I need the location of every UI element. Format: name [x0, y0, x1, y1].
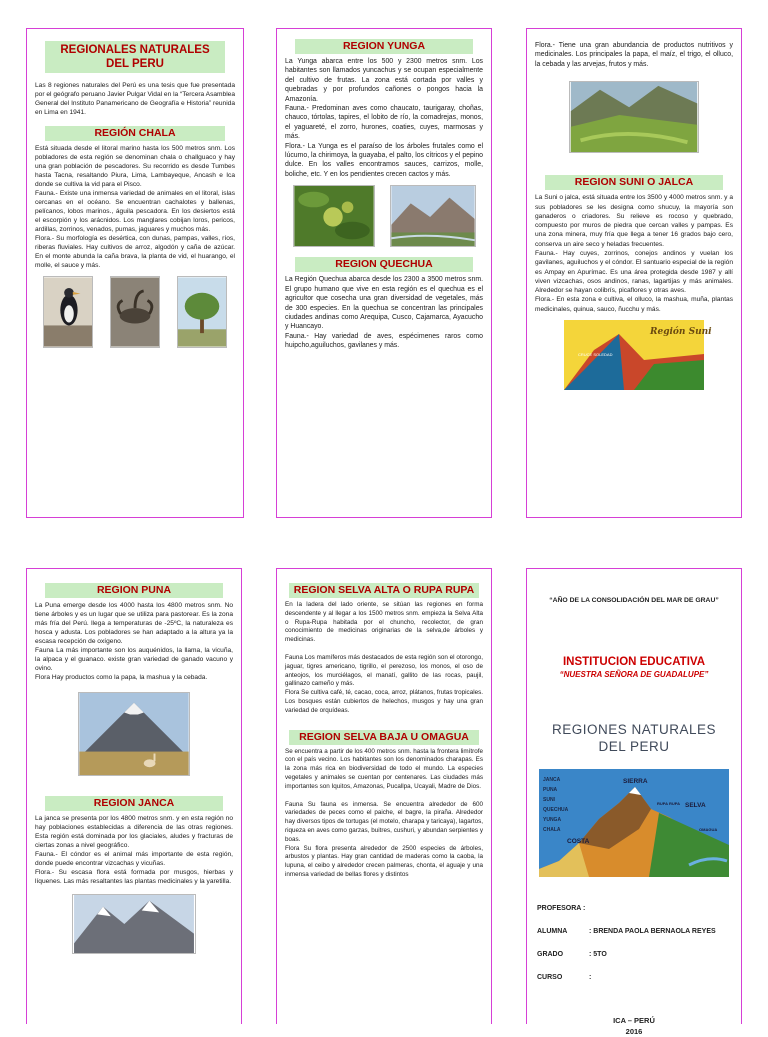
quechua-heading: REGION QUECHUA — [295, 257, 473, 272]
year-label: 2016 — [625, 1027, 643, 1036]
scorpion-photo — [110, 276, 160, 348]
suni-heading: REGION SUNI O JALCA — [545, 175, 723, 190]
puna-photo-row — [35, 692, 233, 776]
panel-regiones-chala — [26, 28, 244, 518]
panel-cover — [526, 568, 742, 1036]
intro-paragraph: Las 8 regiones naturales del Perú es una tesis que fue presentada por el geógrafo peruano Javier Pulgar Vidal en la “Tercera Asamblea General del Instituto Panamericano de Geografía e Historia” reunida en Lima en 1941. — [35, 82, 236, 116]
label-quechua: QUECHUA — [543, 807, 569, 813]
guava-fruit-photo — [293, 185, 375, 247]
panel-yunga-quechua — [276, 28, 492, 518]
suni-photo-row — [535, 320, 733, 390]
selva-baja-fauna: Fauna Su fauna es inmensa. Se encuentra alrededor de 600 variedades de peces como el paiche, el bagre, la piraña. Alrededor hay diversos tipos de tortugas (el motelo, charapa y taricaya), lagartos, riqueza en aves como garzas, buitres, cushuri, y abundan serpientes y boas. — [285, 800, 483, 843]
chala-heading: REGIÓN CHALA — [45, 126, 225, 141]
selva-baja-heading: REGION SELVA BAJA U OMAGUA — [289, 730, 479, 745]
suni-flora: Flora.- En esta zona e cultiva, el olluco, la mashua, muña, plantas medicinales, quinua, sauco, ñucchu y más. — [535, 296, 733, 313]
grado-value: : 5TO — [589, 951, 607, 958]
label-omagua: OMAGUA — [699, 827, 718, 832]
yunga-photos — [285, 185, 483, 247]
year-motto: “AÑO DE LA CONSOLIDACIÓN DEL MAR DE GRAU” — [549, 597, 719, 604]
cover-title-line2: DEL PERU — [598, 739, 670, 754]
label-puna: PUNA — [543, 787, 558, 793]
puna-description: La Puna emerge desde los 4000 hasta los 4800 metros snm. No tiene árboles y es un lugar que se utiliza para pastorear. Es la zona más fría del Perú. llega a temperaturas de -25ºC, la naturaleza es hosca y adusta. Los pobladores se han adaptado a la altura ya la escasa recepción de oxígeno. — [35, 602, 233, 645]
suni-diagram-label: CRUCE SOLEDAD — [578, 352, 613, 358]
puna-text — [35, 601, 233, 682]
quechua-photo-row — [535, 81, 733, 153]
panel-quechua-suni — [526, 28, 742, 518]
yunga-valley-photo — [390, 185, 476, 247]
quechua-fauna: Fauna.- Hay variedad de aves, espécimenes raros como huipcho,aguiluchos, gavilanes y más. — [285, 332, 483, 350]
yunga-text — [285, 57, 483, 179]
school-name: “NUESTRA SEÑORA DE GUADALUPE” — [559, 670, 709, 679]
regions-map-row — [535, 769, 733, 877]
selva-alta-text — [285, 601, 483, 716]
yunga-heading: REGION YUNGA — [295, 39, 473, 54]
label-rupa-rupa: RUPA RUPA — [657, 801, 681, 806]
label-sierra: SIERRA — [623, 778, 648, 785]
chala-flora: Flora.- Su morfología es desértica, con dunas, pampas, valles, ríos, riberas fluviales. Hay cultivos de arroz, algodón y caña de azúcar. En el monte abunda la caña brava, la planta de vid, el huarango, el molle, el sauce y más. — [35, 235, 235, 269]
volcano-llama-photo — [78, 692, 190, 776]
grado-label: GRADO — [537, 951, 564, 958]
selva-alta-description: En la ladera del lado oriente, se sitúan las regiones en forma descendente y al llegar a los 1500 metros snm. empieza la Selva Alta o Rupa-Rupa habitada por el chuncho, recolector, de gran conocimiento de medicinas originarias de la selva,de árboles y medicinas. — [285, 601, 483, 644]
chala-photos — [35, 276, 235, 348]
label-yunga: YUNGA — [543, 817, 562, 823]
suni-description: La Suni o jalca, está situada entre los 3500 y 4000 metros snm. y a sus pobladores se les designa como shucuy, la mayoría son ganaderos o criadores. Su relieve es rocoso y quebrado, compuesto por muros de piedra que cercan valles y pampas. Es una zona minera, muy fría que llega a tener 16 grados bajo cero, conserva un aire seco y heladas frecuentes. — [535, 194, 733, 248]
chala-text — [35, 144, 235, 270]
place-label: ICA – PERÚ — [613, 1016, 655, 1025]
label-selva: SELVA — [685, 802, 706, 809]
label-janca: JANCA — [543, 777, 561, 783]
huarango-tree-photo — [177, 276, 227, 348]
janca-photo-row — [35, 894, 233, 954]
profesora-label: PROFESORA : — [537, 905, 586, 912]
label-suni: SUNI — [543, 797, 555, 803]
puna-fauna: Fauna La más importante son los auquénidos, la llama, la vicuña, la alpaca y el guanaco. existe gran variedad de ganado vacuno y ovino. — [35, 647, 233, 672]
selva-alta-flora: Flora Se cultiva café, té, cacao, coca, arroz, plátanos, frutas tropicales. Los bosques están cubiertos de helechos, musgos y hay una gran variedad de orquídeas. — [285, 689, 483, 714]
cover-footer — [535, 1015, 733, 1037]
profesora-row — [537, 897, 733, 920]
cormorant-photo — [43, 276, 93, 348]
janca-text — [35, 814, 233, 886]
curso-label: CURSO — [537, 974, 563, 981]
quechua-description: La Región Quechua abarca desde los 2300 a 3500 metros snm. El grupo humano que vive en esta región es el quechua es el agricultor que cosecha una gran diversidad de vegetales, más de 300 especies. En la quechua se concentran las principales ciudades andinas como Arequipa, Cusco, Cajamarca, Ayacucho y Huancayo. — [285, 276, 483, 331]
student-info — [537, 897, 733, 989]
panel-puna-janca — [26, 568, 242, 1024]
quechua-flora-text — [535, 41, 733, 69]
alumna-value: : BRENDA PAOLA BERNAOLA REYES — [589, 928, 716, 935]
quechua-text — [285, 275, 483, 350]
cover-title-line1: REGIONES NATURALES — [551, 722, 717, 737]
suni-text — [535, 193, 733, 314]
curso-value: : — [589, 974, 592, 981]
regions-profile-diagram — [539, 769, 729, 877]
main-title: REGIONALES NATURALES DEL PERU — [45, 41, 225, 73]
cover-title — [535, 721, 733, 755]
label-chala: CHALA — [543, 827, 561, 833]
selva-baja-description: Se encuentra a partir de los 400 metros snm. hasta la frontera limítrofe con el país vecino. Los habitantes son los denominados charapas. Es la zona más rica en biodiversidad de todo el mundo. La especies vegetales y animales se cuentan por centenares. Las ciudades más importantes son Iquitos, Amazonas, Pucallpa, Ucayali, Madre de Dios. — [285, 747, 483, 790]
yunga-description: La Yunga abarca entre los 500 y 2300 metros snm. Los habitantes son llamados yuncachus y se ocupan especialmente del cultivo de frutas. La zona está cortada por valles y quebradas y por profundos cañones o pongos hacia la Amazonía. — [285, 58, 483, 103]
panel-selva — [276, 568, 492, 1024]
puna-flora: Flora Hay productos como la papa, la mashua y la cebada. — [35, 674, 208, 681]
selva-alta-fauna: Fauna Los mamíferos más destacados de esta región son el otorongo, jaguar, tigres americano, tigrillo, el perezoso, los monos, el oso de anteojos, los murciélagos, el manatí, gallito de las rocas, paujil, gallinazo cameño y más. — [285, 653, 483, 688]
curso-row — [537, 966, 733, 989]
label-costa: COSTA — [567, 838, 590, 845]
snow-peak-photo — [72, 894, 196, 954]
suni-diagram-title: Región Suni — [650, 327, 712, 338]
quechua-flora: Flora.- Tiene una gran abundancia de productos nutritivos y medicinales. Los principales la papa, el maíz, el trigo, el olluco, la cebada y las arvejas, frutos y más. — [535, 42, 733, 68]
school-label: INSTITUCION EDUCATIVA — [562, 656, 706, 668]
yunga-fauna: Fauna.- Predominan aves como chaucato, taurigaray, choñas, chauco, tórtolas, tapires, el lobito de río, la comadrejas, monos, el yaguareté, el zorro, hurones, coaties, cuyes, marmosas y más. — [285, 105, 483, 141]
grado-row — [537, 943, 733, 966]
alumna-row — [537, 920, 733, 943]
intro-text — [35, 81, 235, 117]
janca-description: La janca se presenta por los 4800 metros snm. y en esta región no hay poblaciones establecidas a diferencia de las otras regiones. Esta región está dominada por los glaciales, aludes y fracturas de ciertas zonas a nivel geográfico. — [35, 815, 233, 849]
yunga-flora: Flora.- La Yunga es el paraíso de los árboles frutales como el lúcumo, la chirimoya, la guayaba, el palto, los cítricos y el pepino dulce. En los valles encontramos sauces, carrizos, molle, boliche, etc. Y en los pendientes crecen cactos y más. — [285, 142, 484, 178]
andean-valley-photo — [569, 81, 699, 153]
chala-description: Está situada desde el litoral marino hasta los 500 metros snm. Los pobladores de esta región se denominan chala o challguaco y hay una gran población de pescadores. Su recorrido es desde Tumbes hasta Tacna, resaltando Piura, Lima, Lambayeque, Ancash e Ica donde se cultiva la vid para el Pisco. — [35, 145, 235, 188]
puna-heading: REGION PUNA — [45, 583, 223, 598]
janca-flora: Flora.- Su escasa flora está formada por musgos, hierbas y líquenes. Las más resaltantes las plantas medicinales y la yaretilla. — [35, 869, 233, 885]
selva-alta-heading: REGION SELVA ALTA O RUPA RUPA — [289, 583, 479, 598]
selva-baja-text — [285, 748, 483, 880]
selva-baja-flora: Flora Su flora presenta alrededor de 2500 especies de árboles, arbustos y plantas. Hay gran cantidad de maderas como la caoba, la lupuna, el ceibo y alrededor crecen palmeras, chonta, el aguaje y una inmensa variedad de bellas flores y distintos — [285, 844, 483, 878]
chala-fauna: Fauna.- Existe una inmensa variedad de animales en el litoral, islas cercanas en el océano. Se encuentran cachalotes y ballenas, pelícanos, lobos marinos., águila pescadora. En los desiertos está el escorpión y los arácnidos. Los manglares cobijan loros, pericos, ardillas, zorrinos, venados, pumas, jaguares y muchos más. — [35, 190, 235, 233]
janca-fauna: Fauna.- El cóndor es el animal más importante de esta región, donde puede encontrar vizcachas y vicuñas. — [35, 851, 233, 867]
suni-region-diagram — [564, 320, 712, 390]
suni-fauna: Fauna.- Hay cuyes, zorrinos, conejos andinos y vuelan los gavilanes, aguiluchos y el cóndor. El santuario especial de la región es Ampay en Apurímac. Es una área protegida desde 1987 y allí viven vizcachas, osos andinos, ranas, lagartijas y más animales. Alrededor se hayan colibrís, picaflores y otras aves. — [535, 250, 733, 295]
janca-heading: REGION JANCA — [45, 796, 223, 811]
alumna-label: ALUMNA — [537, 928, 568, 935]
